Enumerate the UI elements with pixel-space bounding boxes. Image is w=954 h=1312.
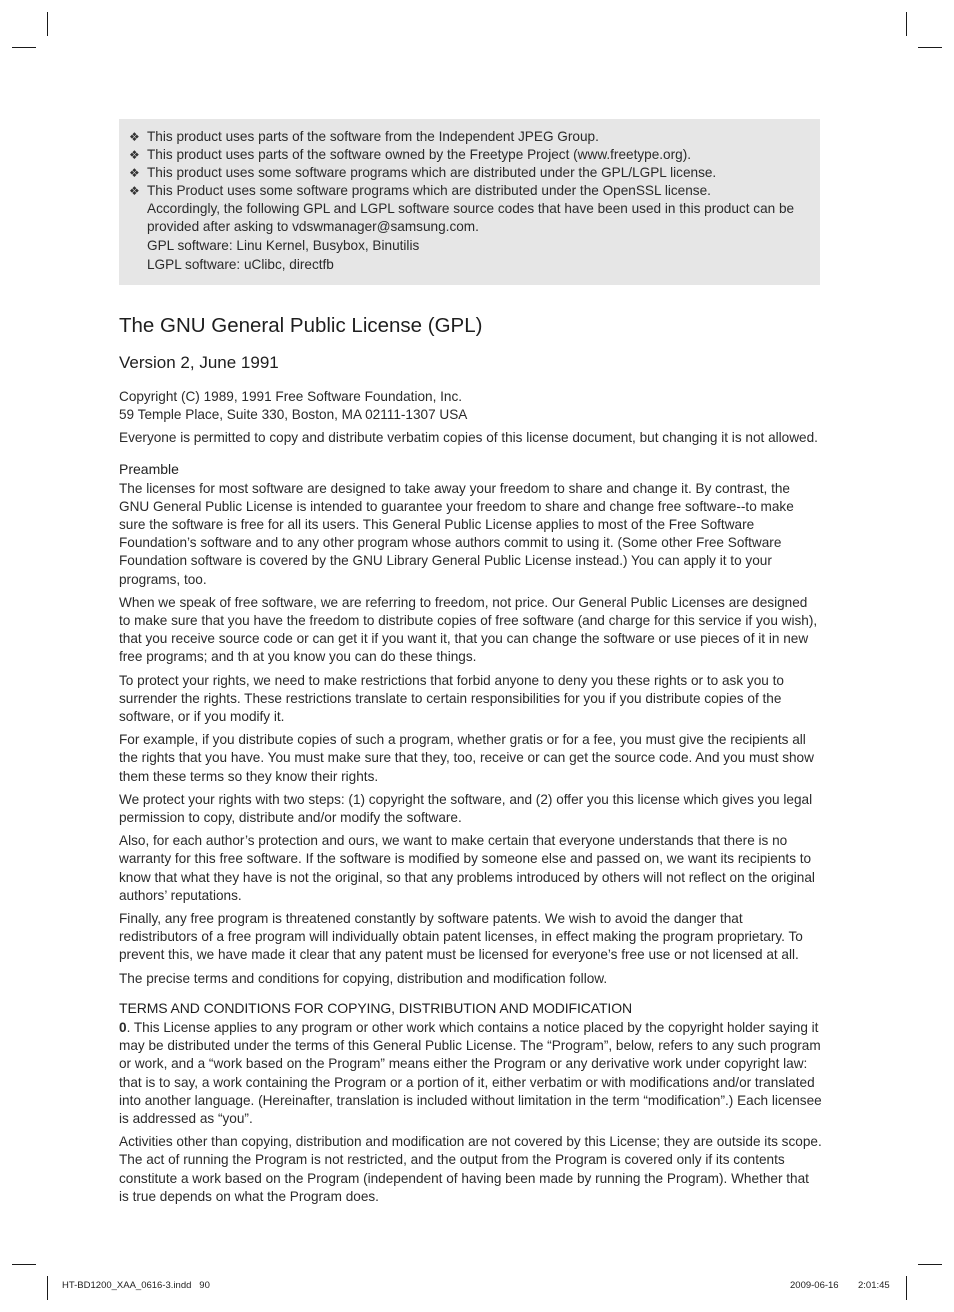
diamond-bullet-icon: ❖ xyxy=(129,184,140,198)
crop-mark-bottom-right-h xyxy=(918,1264,942,1265)
notice-continuation: Accordingly, the following GPL and LGPL software source codes that have been used in this product can be xyxy=(147,201,795,216)
section-text: . This License applies to any program or other work which contains a notice placed by the copyright holder saying it may be distributed under the terms of this General Public License. The “Program”, below, refers to any such program or work, and a “work based on the Program” means either the Program or any derivative work under copyright law: that is to say, a work containing the Program or a portion of it, either verbatim or with modifications and/or translated into another language. (Hereinafter, translation is included without limitation in the term “modification”.) Each licensee is addressed as “you”. xyxy=(119,1019,822,1126)
page-title: The GNU General Public License (GPL) xyxy=(119,314,483,337)
notice-item-text: This product uses parts of the software owned by the Freetype Project (www.freetype.org). xyxy=(147,147,692,162)
notice-gpl-software: GPL software: Linu Kernel, Busybox, Binutilis xyxy=(147,238,420,253)
preamble-paragraph: When we speak of free software, we are referring to freedom, not price. Our General Public Licenses are designed to make sure that you have the freedom to distribute copies of free software (and charge for this service if you wish), that you receive source code or can get it if you want it, that you can change the software or use pieces of it in new free programs; and th at you know you can do these things. xyxy=(119,594,818,665)
footer-date: 2009-06-16 xyxy=(790,1280,839,1291)
notice-item xyxy=(129,182,810,200)
preamble-heading: Preamble xyxy=(119,460,179,477)
notice-item-text: This product uses parts of the software from the Independent JPEG Group. xyxy=(147,129,599,144)
notice-continuation: provided after asking to vdswmanager@samsung.com. xyxy=(147,219,479,234)
preamble-paragraph: The precise terms and conditions for copying, distribution and modification follow. xyxy=(119,970,608,986)
address-line: 59 Temple Place, Suite 330, Boston, MA 02111-1307 USA xyxy=(119,407,468,423)
copyright-line: Copyright (C) 1989, 1991 Free Software Foundation, Inc. xyxy=(119,389,463,404)
permission-statement: Everyone is permitted to copy and distribute verbatim copies of this license document, but changing it is not allowed. xyxy=(119,430,818,446)
preamble-paragraph: The licenses for most software are designed to take away your freedom to share and change it. By contrast, the GNU General Public License is intended to guarantee your freedom to share and change free software--to make sure the software is free for all its users. This General Public License applies to most of the Free Software Foundation’s software and to any other program whose authors commit to using it. (Some other Free Software Foundation software is covered by the GNU Library General Public License instead.) You can apply it to your programs, too. xyxy=(119,480,794,587)
preamble-paragraph: Finally, any free program is threatened constantly by software patents. We wish to avoid the danger that redistributors of a free program will individually obtain patent licenses, in effect making the program proprietary. To prevent this, we have made it clear that any patent must be licensed for everyone’s free use or not licensed at all. xyxy=(119,911,803,963)
notice-lgpl-software: LGPL software: uClibc, directfb xyxy=(147,257,334,272)
terms-heading: TERMS AND CONDITIONS FOR COPYING, DISTRIBUTION AND MODIFICATION xyxy=(119,999,633,1016)
crop-mark-top-left-h xyxy=(12,47,36,48)
notice-item xyxy=(129,128,810,146)
notice-item xyxy=(129,164,810,182)
terms-section-0 xyxy=(119,1019,822,1128)
preamble-paragraph: Also, for each author’s protection and ours, we want to make certain that everyone understands that there is no warranty for this free software. If the software is modified by someone else and passed on, we want its recipients to know that what they have is not the original, so that any problems introduced by others will not reflect on the original authors’ reputations. xyxy=(119,833,815,903)
diamond-bullet-icon: ❖ xyxy=(129,166,140,180)
crop-mark-top-right-v xyxy=(906,12,907,36)
preamble-paragraph: To protect your rights, we need to make restrictions that forbid anyone to deny you these rights or to ask you to surrender the rights. These restrictions translate to certain responsibilities for you if you distribute copies of the software, or if you modify it. xyxy=(119,672,784,725)
crop-mark-top-right-h xyxy=(918,47,942,48)
diamond-bullet-icon: ❖ xyxy=(129,130,140,144)
section-number: 0 xyxy=(119,1019,127,1035)
copyright-block xyxy=(119,388,822,424)
preamble-paragraph: For example, if you distribute copies of such a program, whether gratis or for a fee, you must give the recipients all the rights that you have. You must make sure that they, too, receive or can get the source code. And you must show them these terms so they know their rights. xyxy=(119,732,814,784)
footer-time: 2:01:45 xyxy=(858,1280,890,1291)
notice-item xyxy=(129,146,810,164)
version-heading: Version 2, June 1991 xyxy=(119,353,279,372)
footer-file-info: HT-BD1200_XAA_0616-3.indd 90 xyxy=(62,1280,210,1291)
license-content xyxy=(119,312,822,1206)
software-notice-box xyxy=(119,119,820,285)
notice-item-text: This product uses some software programs which are distributed under the GPL/LGPL license. xyxy=(147,165,717,180)
crop-mark-bottom-left-h xyxy=(12,1264,36,1265)
crop-mark-bottom-left-v xyxy=(47,1276,48,1300)
diamond-bullet-icon: ❖ xyxy=(129,148,140,162)
preamble-paragraph: We protect your rights with two steps: (1) copyright the software, and (2) offer you this license which gives you legal permission to copy, distribute and/or modify the software. xyxy=(119,791,813,826)
notice-item-text: This Product uses some software programs which are distributed under the OpenSSL license. xyxy=(147,183,711,198)
activities-paragraph: Activities other than copying, distribution and modification are not covered by this License; they are outside its scope. The act of running the Program is not restricted, and the output from the Program is covered only if its contents constitute a work based on the Program (independent of having been made by running the Program). Whether that is true depends on what the Program does. xyxy=(119,1134,822,1204)
crop-mark-bottom-right-v xyxy=(906,1276,907,1300)
crop-mark-top-left-v xyxy=(47,12,48,36)
